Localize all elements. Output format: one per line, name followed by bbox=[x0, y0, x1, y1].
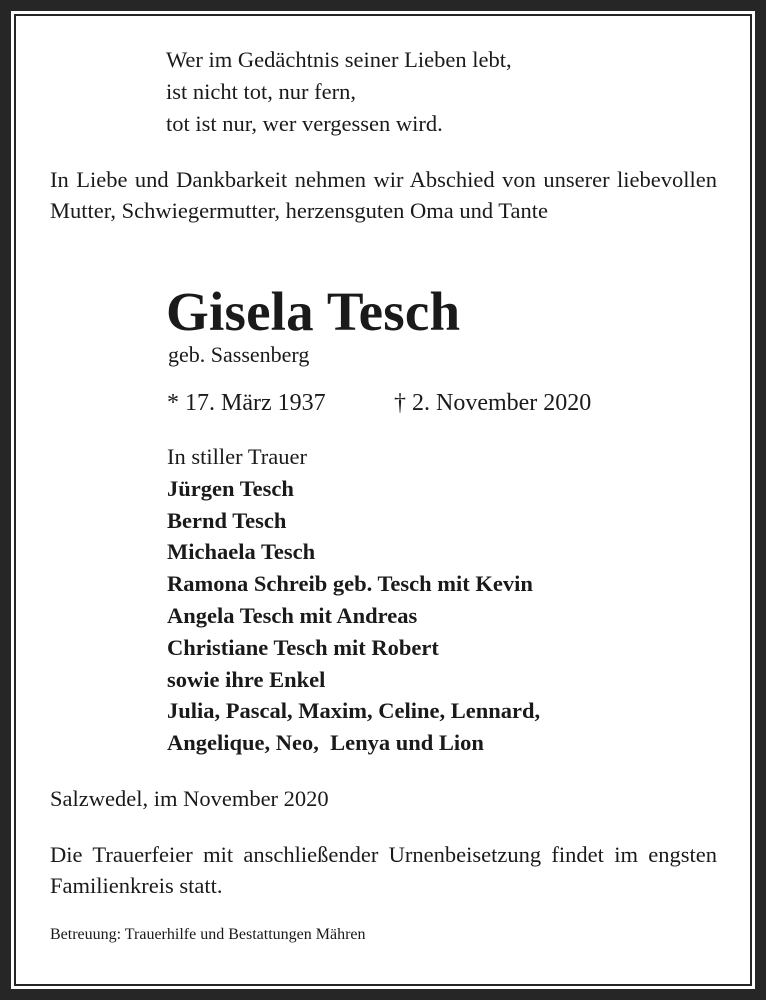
mourner-name: Jürgen Tesch bbox=[167, 475, 294, 501]
memorial-poem bbox=[166, 44, 512, 140]
mourners-list bbox=[167, 441, 540, 759]
death-date: † 2. November 2020 bbox=[394, 390, 592, 416]
mourner-name: Michaela Tesch bbox=[167, 539, 316, 565]
grandchildren-line-1: Julia, Pascal, Maxim, Celine, Lennard, bbox=[167, 698, 541, 724]
mourner-name: Bernd Tesch bbox=[167, 507, 287, 533]
poem-line-2: ist nicht tot, nur fern, bbox=[166, 79, 356, 104]
grandchildren-line-2: Angelique, Neo, Lenya und Lion bbox=[167, 730, 484, 756]
mourner-name: Christiane Tesch mit Robert bbox=[167, 634, 439, 660]
poem-line-1: Wer im Gedächtnis seiner Lieben lebt, bbox=[166, 47, 512, 72]
maiden-name: geb. Sassenberg bbox=[168, 342, 310, 367]
deceased-name: Gisela Tesch bbox=[166, 281, 461, 342]
mourner-name: Ramona Schreib geb. Tesch mit Kevin bbox=[167, 571, 533, 597]
place-date: Salzwedel, im November 2020 bbox=[50, 786, 329, 811]
grandchildren-intro: sowie ihre Enkel bbox=[167, 666, 326, 692]
poem-line-3: tot ist nur, wer vergessen wird. bbox=[166, 111, 443, 136]
funeral-care-credit: Betreuung: Trauerhilfe und Bestattungen Mähren bbox=[50, 926, 366, 943]
birth-date: * 17. März 1937 bbox=[167, 390, 326, 416]
ceremony-notice: Die Trauerfeier mit anschließender Urnenbeisetzung findet im engsten Familienkreis statt. bbox=[50, 842, 717, 898]
mourner-name: Angela Tesch mit Andreas bbox=[167, 602, 418, 628]
farewell-intro: In Liebe und Dankbarkeit nehmen wir Abschied von unserer liebevollen Mutter, Schwiegermutter, herzensguten Oma und Tante bbox=[50, 167, 717, 223]
mourners-intro: In stiller Trauer bbox=[167, 444, 307, 469]
